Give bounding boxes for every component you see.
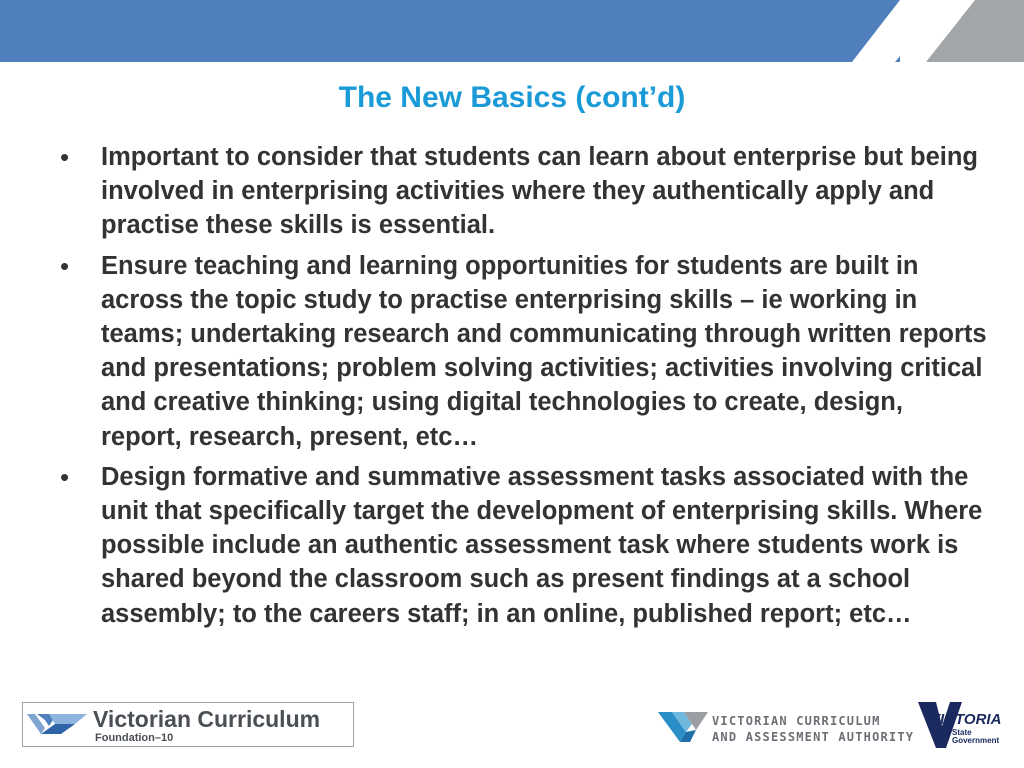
bullet-text: Important to consider that students can learn about enterprise but being involved in enterprising activities where they authentically apply and practise these skills is essential. bbox=[101, 143, 979, 240]
victorian-curriculum-mark-icon bbox=[27, 710, 89, 738]
state-label: State bbox=[952, 728, 972, 737]
bullet-item bbox=[60, 140, 990, 243]
bullet-item bbox=[60, 249, 990, 454]
victoria-wordmark: VICTORIA bbox=[930, 711, 1002, 728]
bullet-text: Ensure teaching and learning opportunities for students are built in across the topic study to practise enterprising skills – ie working in teams; undertaking research and communicating through written reports and presentations; problem solving activities; activities involving critical and creative thinking; using digital technologies to create, design, report, research, present, etc… bbox=[101, 251, 987, 451]
bullet-list bbox=[60, 140, 990, 637]
bullet-text: Design formative and summative assessment tasks associated with the unit that specifically target the development of enterprising skills. Where possible include an authentic assessment task where students work is shared beyond the classroom such as present findings at a school assembly; to the careers staff; in an online, published report; etc… bbox=[101, 462, 983, 628]
bullet-item bbox=[60, 460, 990, 631]
vcaa-name-line-1: VICTORIAN CURRICULUM bbox=[712, 714, 881, 728]
government-label: Government bbox=[952, 736, 1000, 745]
vcaa-name-line-2: AND ASSESSMENT AUTHORITY bbox=[712, 730, 915, 744]
victorian-curriculum-subtitle: Foundation–10 bbox=[95, 732, 174, 744]
bullet-marker: • bbox=[60, 142, 70, 172]
header-banner bbox=[0, 0, 1024, 62]
vcaa-logo bbox=[656, 702, 915, 748]
bullet-marker: • bbox=[60, 461, 70, 492]
victoria-state-government-logo bbox=[916, 700, 1006, 750]
victorian-curriculum-logo bbox=[22, 702, 354, 747]
bullet-marker: • bbox=[60, 250, 70, 281]
vcaa-chevron-icon bbox=[656, 702, 712, 748]
slide-title: The New Basics (cont’d) bbox=[338, 81, 686, 114]
victorian-curriculum-title: Victorian Curriculum bbox=[93, 706, 321, 732]
